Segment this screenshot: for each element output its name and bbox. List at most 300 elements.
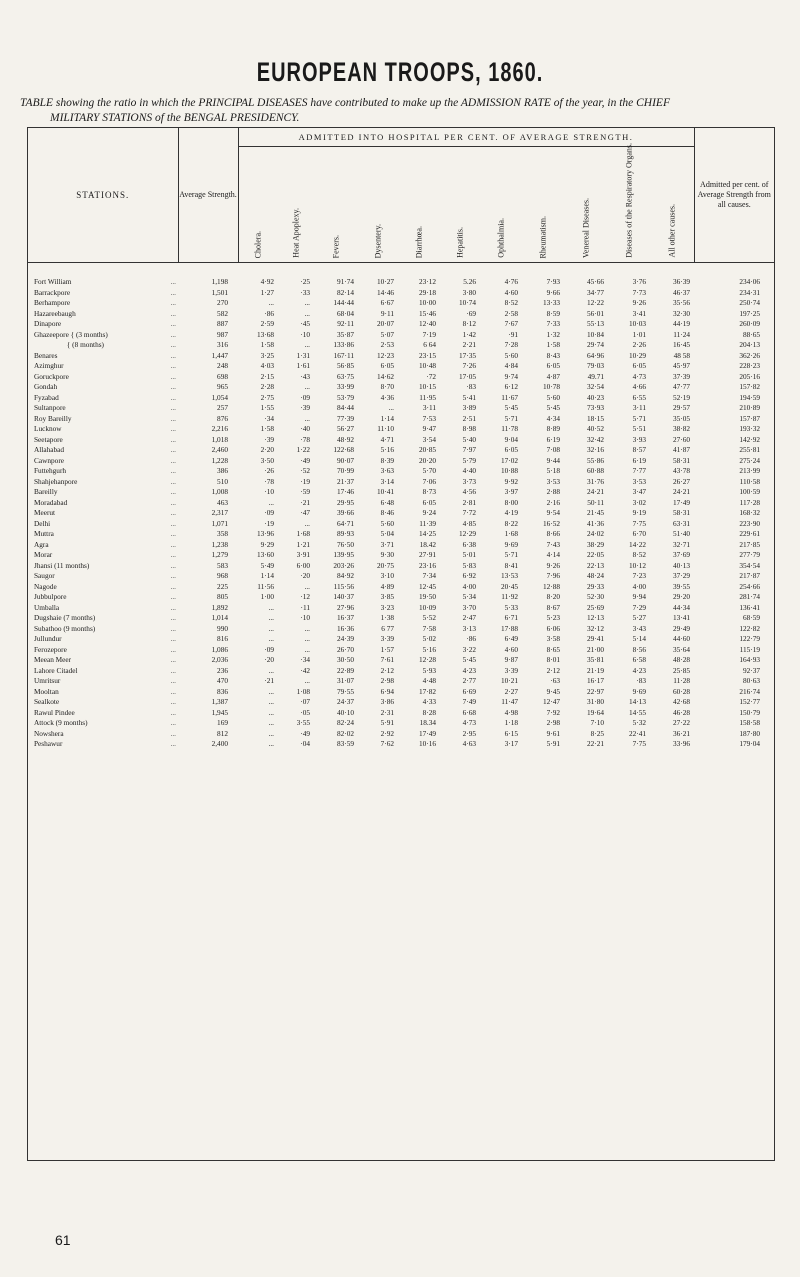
rate-cell: 4·19: [504, 508, 518, 517]
leader-dots: ...: [170, 592, 176, 601]
average-strength-cell: 1,086: [211, 644, 228, 654]
rate-cell: 52·19: [672, 392, 691, 402]
rate-cell: 29·57: [672, 403, 691, 412]
rate-cell: ·12: [300, 592, 310, 601]
rate-cell: ·83: [636, 676, 646, 685]
rate-cell: 27·91: [418, 550, 436, 559]
rate-cell: ·26: [264, 466, 274, 475]
disease-header-label: Ophthalmia.: [496, 218, 506, 258]
rate-cell: 22·05: [586, 550, 604, 559]
total-rate-cell: 194·59: [739, 392, 761, 402]
station-name: Dugshaie (7 months): [34, 613, 96, 622]
total-rate-cell: 216·74: [739, 686, 761, 696]
table-row: [28, 298, 774, 309]
station-name: Sultanpore: [34, 403, 66, 412]
rate-cell: ·21: [300, 497, 310, 507]
rate-cell: 36·39: [672, 277, 691, 286]
rate-cell: ·11: [300, 602, 310, 612]
total-rate-cell: 275·24: [739, 455, 761, 465]
rate-cell: 5·79: [462, 455, 476, 465]
table-row: [28, 319, 774, 330]
average-strength-cell: 1,198: [211, 277, 228, 286]
rate-cell: ·39: [300, 403, 310, 412]
table-row: [28, 403, 774, 414]
rate-cell: 38·82: [672, 424, 691, 433]
average-strength-cell: 2,216: [211, 424, 228, 433]
rate-cell: ·34: [264, 413, 274, 423]
table-row: [28, 634, 774, 645]
rate-cell: 5·16: [380, 445, 394, 454]
table-row: [28, 571, 774, 582]
page-number: 61: [55, 1232, 71, 1248]
rate-cell: 4·23: [462, 665, 476, 675]
rate-cell: ...: [268, 497, 274, 507]
rate-cell: 5·70: [422, 466, 436, 475]
table-row: [28, 263, 774, 288]
rate-cell: 21·00: [586, 644, 604, 654]
rate-cell: 1·08: [296, 686, 310, 696]
average-strength-cell: 698: [217, 371, 228, 381]
station-cell: [28, 645, 178, 656]
table-row: [28, 361, 774, 372]
rate-cell: 5·71: [632, 413, 646, 423]
rate-cell: 32·30: [672, 308, 691, 318]
rate-cell: 4·60: [504, 287, 518, 297]
station-name: Hazareebaugh: [34, 308, 76, 318]
leader-dots: ...: [170, 518, 176, 528]
table-row: [28, 340, 774, 351]
rate-cell: 1·61: [296, 361, 310, 370]
rate-cell: 3·86: [380, 697, 394, 706]
rate-cell: 35·56: [672, 298, 691, 307]
leader-dots: ...: [170, 497, 176, 507]
average-strength-cell: 257: [217, 403, 228, 412]
rate-cell: 1·58: [546, 340, 560, 349]
rate-cell: ...: [268, 602, 274, 612]
rate-cell: 12·47: [542, 697, 560, 706]
rate-cell: 3·25: [260, 350, 274, 360]
rate-cell: 26·70: [336, 644, 354, 654]
rate-cell: 33·99: [336, 382, 354, 391]
table-row: [28, 508, 774, 519]
rate-cell: 4·00: [462, 581, 476, 591]
station-name: { (8 months): [34, 340, 104, 349]
rate-cell: 15·46: [418, 308, 436, 318]
disease-header: [278, 147, 314, 263]
rate-cell: 1·14: [380, 413, 394, 423]
rate-cell: 3·76: [632, 277, 646, 286]
total-rate-cell: 136·41: [739, 602, 761, 612]
rate-cell: 14·25: [418, 529, 436, 538]
rate-cell: 27·60: [672, 434, 691, 444]
rate-cell: 30·50: [336, 655, 354, 664]
rate-cell: 40·23: [586, 392, 604, 402]
rate-cell: 6·00: [296, 560, 310, 570]
total-rate-cell: 117·28: [739, 497, 761, 507]
rate-cell: 13·68: [256, 329, 274, 339]
rate-cell: 83·59: [336, 739, 354, 748]
station-name: Umballa: [34, 602, 60, 612]
rate-cell: 11·78: [501, 424, 518, 433]
rate-cell: 7·28: [504, 340, 518, 349]
rate-cell: 16·36: [336, 623, 354, 633]
rate-cell: 3·47: [632, 487, 646, 496]
rate-cell: 10·15: [418, 382, 436, 391]
rate-cell: 3·53: [632, 476, 646, 486]
rate-cell: ·19: [300, 476, 310, 486]
leader-dots: ...: [170, 665, 176, 675]
total-rate-cell: 92·37: [742, 665, 761, 675]
rate-cell: 10·41: [376, 487, 394, 496]
table-row: [28, 729, 774, 740]
average-strength-cell: 169: [217, 718, 228, 727]
rate-cell: ...: [304, 623, 310, 633]
rate-cell: ·40: [300, 424, 310, 433]
rate-cell: ...: [268, 739, 274, 748]
rate-cell: 63·75: [336, 371, 354, 381]
rate-cell: 3·93: [632, 434, 646, 444]
average-strength-cell: 2,036: [211, 655, 228, 664]
rate-cell: 5·83: [462, 560, 476, 570]
station-cell: [28, 498, 178, 509]
total-rate-cell: 217·85: [739, 539, 761, 549]
rate-cell: 6·05: [632, 361, 646, 370]
rate-cell: 5·51: [632, 424, 646, 433]
rate-cell: 9·61: [546, 728, 560, 738]
station-name: Meean Meer: [34, 655, 72, 664]
leader-dots: ...: [170, 455, 176, 465]
table-row: [28, 666, 774, 677]
rate-cell: 82·24: [336, 718, 354, 727]
rate-cell: ·07: [300, 697, 310, 706]
rate-cell: 115·56: [333, 581, 354, 591]
average-strength-cell: 812: [217, 728, 228, 738]
rate-cell: 5·34: [462, 592, 476, 601]
rate-cell: 17·46: [336, 487, 354, 496]
station-name: Jubbulpore: [34, 592, 67, 601]
rate-cell: 6 64: [423, 340, 436, 349]
disease-header: [522, 147, 564, 263]
admissions-table-frame: [27, 127, 775, 1161]
table-row: [28, 697, 774, 708]
rate-cell: 44·34: [672, 602, 691, 612]
station-name: Shahjehanpore: [34, 476, 78, 486]
leader-dots: ...: [170, 560, 176, 570]
rate-cell: 10·03: [628, 319, 646, 328]
rate-cell: ·33: [300, 287, 310, 297]
disease-header: [564, 147, 608, 263]
total-rate-cell: 260·09: [739, 319, 761, 328]
rate-cell: 35·05: [672, 413, 691, 423]
total-rate-cell: 234·31: [739, 287, 761, 297]
rate-cell: 8·57: [632, 445, 646, 454]
table-row: [28, 687, 774, 698]
rate-cell: 2·15: [260, 371, 274, 381]
rate-cell: 14·46: [376, 287, 394, 297]
rate-cell: 7·75: [632, 518, 646, 528]
station-cell: [28, 729, 178, 740]
rate-cell: 11·47: [501, 697, 518, 706]
rate-cell: 25·85: [672, 665, 691, 675]
rate-cell: 44·19: [672, 319, 691, 328]
rate-cell: 13·96: [256, 529, 274, 538]
leader-dots: ...: [170, 392, 176, 402]
leader-dots: ...: [170, 466, 176, 475]
rate-cell: 39·66: [336, 508, 354, 517]
rate-cell: 17·02: [500, 455, 518, 465]
average-strength-cell: 887: [217, 319, 228, 328]
rate-cell: 5·45: [546, 403, 560, 412]
rate-cell: ·04: [300, 739, 310, 748]
rate-cell: 1·38: [380, 613, 394, 622]
average-strength-cell: 2,400: [211, 739, 228, 748]
station-name: Umritsur: [34, 676, 61, 685]
station-cell: [28, 561, 178, 572]
leader-dots: ...: [170, 508, 176, 517]
rate-cell: 36·21: [672, 728, 691, 738]
rate-cell: 4·00: [632, 581, 646, 591]
station-cell: [28, 708, 178, 719]
rate-cell: 1·42: [462, 329, 476, 339]
rate-cell: 11·24: [673, 329, 691, 339]
total-admitted-header: Admitted per cent. of Average Strength from all causes.: [694, 128, 774, 263]
rate-cell: 7·96: [546, 571, 560, 580]
rate-cell: 79·03: [586, 361, 604, 370]
rate-cell: ·86: [264, 308, 274, 318]
rate-cell: 13·53: [500, 571, 518, 580]
rate-cell: 91·74: [336, 277, 354, 286]
rate-cell: 5·32: [632, 718, 646, 727]
table-row: [28, 613, 774, 624]
rate-cell: ...: [268, 665, 274, 675]
station-name: Delhi: [34, 518, 51, 528]
rate-cell: 167·11: [333, 350, 354, 360]
leader-dots: ...: [170, 634, 176, 643]
rate-cell: 10·21: [500, 676, 518, 685]
station-name: Moradabad: [34, 497, 68, 507]
rate-cell: 18·15: [586, 413, 604, 423]
leader-dots: ...: [170, 308, 176, 318]
leader-dots: ...: [170, 728, 176, 738]
leader-dots: ...: [170, 445, 176, 454]
leader-dots: ...: [170, 581, 176, 591]
rate-cell: 92·11: [337, 319, 354, 328]
station-name: Roy Bareilly: [34, 413, 72, 423]
rate-cell: 21·37: [336, 476, 354, 486]
average-strength-cell: 990: [217, 623, 228, 633]
rate-cell: 73·93: [586, 403, 604, 412]
station-name: Mooltan: [34, 686, 59, 696]
rate-cell: 29·74: [586, 340, 604, 349]
total-rate-cell: 110·58: [739, 476, 761, 486]
rate-cell: 20·85: [418, 445, 436, 454]
rate-cell: 7·26: [462, 361, 476, 370]
rate-cell: 29·20: [672, 592, 691, 601]
rate-cell: 3·91: [296, 550, 310, 559]
rate-cell: 37·39: [672, 371, 691, 381]
rate-cell: 20·45: [500, 581, 518, 591]
rate-cell: 8·52: [504, 298, 518, 307]
station-cell: [28, 319, 178, 330]
rate-cell: 48·28: [672, 655, 691, 664]
rate-cell: 2·12: [380, 665, 394, 675]
average-strength-cell: 805: [217, 592, 228, 601]
total-rate-cell: 255·81: [739, 445, 761, 454]
total-rate-cell: 354·54: [739, 560, 761, 570]
rate-cell: 44·60: [672, 634, 691, 643]
rate-cell: 20·20: [418, 455, 436, 465]
total-rate-cell: 150·79: [739, 707, 761, 717]
rate-cell: 17·49: [672, 497, 691, 507]
rate-cell: 2·47: [462, 613, 476, 622]
leader-dots: ...: [170, 571, 176, 580]
rate-cell: 3·50: [260, 455, 274, 465]
rate-cell: 6 77: [381, 623, 394, 633]
rate-cell: 21·45: [586, 508, 604, 517]
average-strength-cell: 1,945: [211, 707, 228, 717]
rate-cell: 122·68: [333, 445, 354, 454]
average-strength-cell: 236: [217, 665, 228, 675]
rate-cell: 7·67: [504, 319, 518, 328]
rate-cell: 7·97: [462, 445, 476, 454]
rate-cell: 6·49: [504, 634, 518, 643]
station-cell: [28, 550, 178, 561]
leader-dots: ...: [170, 487, 176, 496]
rate-cell: 9·04: [504, 434, 518, 444]
rate-cell: 6·94: [380, 686, 394, 696]
rate-cell: 5·23: [546, 613, 560, 622]
rate-cell: 23·16: [418, 560, 436, 570]
rate-cell: 3·39: [380, 634, 394, 643]
rate-cell: 10·88: [500, 466, 518, 475]
rate-cell: 4·63: [462, 739, 476, 748]
leader-dots: ...: [170, 676, 176, 685]
rate-cell: 4·73: [632, 371, 646, 381]
rate-cell: 31·76: [586, 476, 604, 486]
rate-cell: 70·99: [336, 466, 354, 475]
total-rate-cell: 122·79: [739, 634, 761, 643]
rate-cell: 41·36: [586, 518, 604, 528]
rate-cell: ...: [304, 382, 310, 391]
rate-cell: 3·14: [380, 476, 394, 486]
rate-cell: 8·52: [632, 550, 646, 559]
table-row: [28, 655, 774, 666]
average-strength-cell: 816: [217, 634, 228, 643]
rate-cell: ·09: [264, 644, 274, 654]
station-cell: [28, 718, 178, 729]
rate-cell: 7·34: [422, 571, 436, 580]
rate-cell: 9·24: [422, 508, 436, 517]
total-rate-cell: 210·89: [739, 403, 761, 412]
average-strength-cell: 987: [217, 329, 228, 339]
total-rate-cell: 277·79: [739, 550, 761, 559]
rate-cell: 8·89: [546, 424, 560, 433]
total-rate-cell: 193·32: [739, 424, 761, 433]
rate-cell: 9·74: [504, 371, 518, 381]
rate-cell: 26·27: [672, 476, 691, 486]
caption-line-2: MILITARY STATIONS of the BENGAL PRESIDENCY.: [50, 112, 300, 124]
rate-cell: 5·18: [546, 466, 560, 475]
station-cell: [28, 424, 178, 435]
station-name: Dinapore: [34, 319, 62, 328]
rate-cell: 3·85: [380, 592, 394, 601]
rate-cell: ...: [304, 634, 310, 643]
rate-cell: ...: [304, 676, 310, 685]
rate-cell: 4·66: [632, 382, 646, 391]
rate-cell: ·86: [466, 634, 476, 643]
station-name: Attock (9 months): [34, 718, 88, 727]
rate-cell: 6·15: [504, 728, 518, 738]
rate-cell: 9·29: [260, 539, 274, 549]
average-strength-header: Average Strength.: [178, 128, 238, 263]
rate-cell: 7·61: [380, 655, 394, 664]
rate-cell: 2·77: [462, 676, 476, 685]
rate-cell: 4·87: [546, 371, 560, 381]
rate-cell: 7·43: [546, 539, 560, 549]
rate-cell: 40·13: [672, 560, 691, 570]
rate-cell: 2·58: [504, 308, 518, 318]
rate-cell: ·34: [300, 655, 310, 664]
rate-cell: 9·69: [504, 539, 518, 549]
station-name: Ferozepore: [34, 644, 67, 654]
rate-cell: 3·02: [632, 497, 646, 507]
rate-cell: 76·50: [336, 539, 354, 549]
average-strength-cell: 836: [217, 686, 228, 696]
stations-header: STATIONS.: [28, 128, 178, 263]
rate-cell: ·78: [300, 434, 310, 444]
station-cell: [28, 382, 178, 393]
table-row: [28, 550, 774, 561]
rate-cell: 17·88: [500, 623, 518, 633]
leader-dots: ...: [170, 424, 176, 433]
rate-cell: 5·07: [380, 329, 394, 339]
rate-cell: 4·40: [462, 466, 476, 475]
rate-cell: 10·74: [458, 298, 476, 307]
table-row: [28, 351, 774, 362]
average-strength-cell: 1,892: [211, 602, 228, 612]
average-strength-cell: 1,447: [211, 350, 228, 360]
disease-header-label: Dysentery.: [373, 223, 383, 258]
leader-dots: ...: [170, 539, 176, 549]
rate-cell: 3·23: [380, 602, 394, 612]
rate-cell: ·78: [264, 476, 274, 486]
rate-cell: ...: [304, 298, 310, 307]
rate-cell: 4·76: [504, 277, 518, 286]
disease-header-label: Cholera.: [253, 230, 263, 258]
rate-cell: ...: [268, 728, 274, 738]
rate-cell: 46·28: [672, 707, 691, 717]
total-rate-cell: 223·90: [739, 518, 761, 528]
rate-cell: 82·02: [336, 728, 354, 738]
rate-cell: 3·54: [422, 434, 436, 444]
total-rate-cell: 254·66: [739, 581, 761, 591]
rate-cell: ·09: [300, 392, 310, 402]
total-rate-cell: 68·59: [742, 613, 761, 622]
rate-cell: 3·13: [462, 623, 476, 633]
rate-cell: 1·68: [504, 529, 518, 538]
caption-line-1: TABLE showing the ratio in which the PRINCIPAL DISEASES have contributed to make up the ADMISSION RATE of the year, in the CHIEF: [20, 97, 670, 109]
rate-cell: ·59: [300, 487, 310, 496]
station-cell: [28, 603, 178, 614]
table-row: [28, 529, 774, 540]
station-name: Muttra: [34, 529, 54, 538]
rate-cell: 8·20: [546, 592, 560, 601]
station-cell: [28, 466, 178, 477]
rate-cell: 48·92: [336, 434, 354, 444]
rate-cell: ...: [268, 623, 274, 633]
rate-cell: 6·38: [462, 539, 476, 549]
rate-cell: 5·41: [462, 392, 476, 402]
